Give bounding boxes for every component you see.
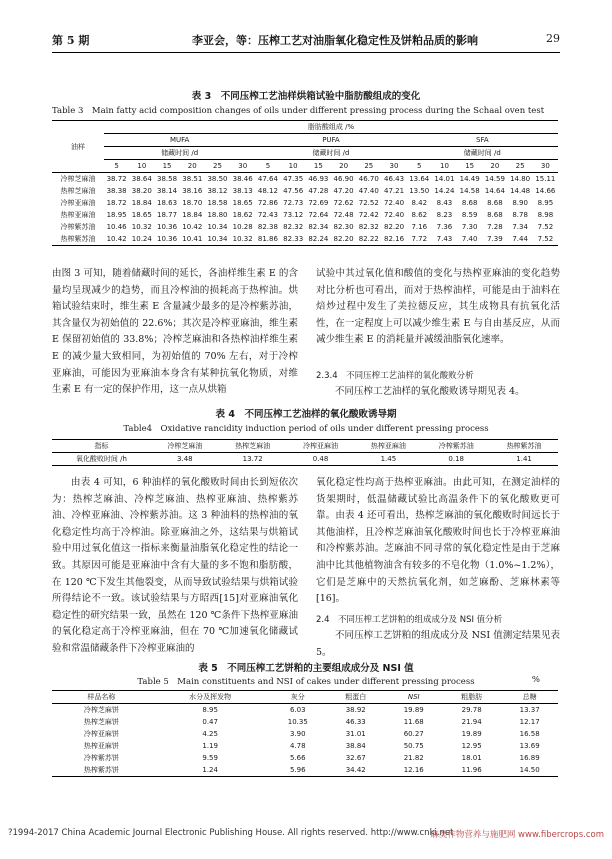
table3-caption-cn: 表 3 不同压榨工艺油样烘箱试验中脂肪酸组成的变化 xyxy=(191,91,421,102)
table3-cell: 18.95 xyxy=(106,211,127,219)
table3-cell: 18.80 xyxy=(207,211,228,219)
table5-header-cell: 水分及挥发物 xyxy=(151,691,270,704)
table5-header-cell: NSI xyxy=(385,691,442,704)
table5-cell: 31.01 xyxy=(345,730,366,738)
running-title: 李亚会，等：压榨工艺对油脂氧化稳定性及饼粕品质的影响 xyxy=(192,34,478,47)
table3-cell: 14.24 xyxy=(434,187,455,195)
table3-day-header: 10 xyxy=(432,160,457,173)
table4-cell: 0.18 xyxy=(422,453,490,466)
table5-cell: 10.35 xyxy=(287,718,308,726)
table-row xyxy=(52,752,558,764)
table3-cell: 8.90 xyxy=(512,199,528,207)
table3-cell: 38.12 xyxy=(207,187,228,195)
table3-cell: 7.40 xyxy=(457,233,482,246)
table3-cell: 7.39 xyxy=(482,233,507,246)
table3-cell: 72.48 xyxy=(333,211,354,219)
table5-cell: 11.96 xyxy=(442,764,501,777)
table3-cell: 82.32 xyxy=(283,223,304,231)
watermark-site: 麻类作物营养与施肥网 www.fibercrops.com xyxy=(430,830,604,840)
table3-cell: 10.24 xyxy=(129,233,154,246)
table3-row-label: 热榨芝麻油 xyxy=(60,187,96,195)
table5-cell: 12.17 xyxy=(519,718,540,726)
paragraph-oxidation-left: 由表 4 可知，6 种油样的氧化酸败时间由长到短依次为：热榨芝麻油、冷榨芝麻油、热榨亚麻油、热榨紫苏油、冷榨亚麻油、冷榨紫苏油。这 3 种油料的热榨油的氧化稳定性均高于冷榨油。除亚麻油之外，这结果与烘箱试验中用过氧化值这一指标来衡量油脂氧化稳定性的结论一致。其原因可能是亚麻油中含有大量的多不饱和脂肪酸，在 120 ℃下发生其他裂变，从而导致试验结果与烘箱试验所得结论不一致。该试验结果与方昭西[15]对亚麻油氧化稳定性的研究结果一致，虽然在 120 ℃条件下热榨亚麻油的氧化稳定高于冷榨亚麻油，但在 70 ℃加速氧化储藏试验和常温储藏条件下冷榨亚麻油的 xyxy=(52,477,298,654)
table3-cell: 82.16 xyxy=(381,233,406,246)
table3-time-label: 储藏时间 /d xyxy=(255,147,406,160)
table3-cell: 14.64 xyxy=(484,187,505,195)
table3-cell: 46.43 xyxy=(383,175,405,183)
table3-cell: 72.73 xyxy=(283,199,304,207)
table3-cell: 82.32 xyxy=(358,223,379,231)
table3-cell: 18.72 xyxy=(106,199,127,207)
table5-cell: 6.03 xyxy=(289,706,306,714)
table-row xyxy=(52,221,558,233)
table3-cell: 14.48 xyxy=(510,187,531,195)
table5-cell: 50.75 xyxy=(403,742,424,750)
table5-cell: 19.89 xyxy=(403,706,424,714)
table3-row-label: 冷榨芝麻油 xyxy=(60,175,96,183)
table3-cell: 72.43 xyxy=(257,211,278,219)
table5-cell: 4.78 xyxy=(289,742,306,750)
table3-row-label: 冷榨亚麻油 xyxy=(60,199,96,207)
table5-cell: 5.66 xyxy=(289,754,306,762)
table3-cell: 47.20 xyxy=(333,187,354,195)
copyright-notice: ?1994-2017 China Academic Journal Electronic Publishing House. All rights reserved. http://www.cnki.net xyxy=(8,828,454,838)
table5-cell: 16.58 xyxy=(519,730,540,738)
page-number: 29 xyxy=(546,32,560,45)
table3-cell: 47.56 xyxy=(283,187,304,195)
table3-cell: 7.52 xyxy=(537,223,554,231)
table3-cell: 8.68 xyxy=(461,199,478,207)
table3-cell: 38.46 xyxy=(232,175,253,183)
table-row xyxy=(52,740,558,752)
table3-cell: 72.42 xyxy=(358,211,379,219)
table5-caption-en xyxy=(52,675,560,687)
table5-cell: 1.19 xyxy=(202,742,218,750)
table5-cell: 16.89 xyxy=(519,754,540,762)
table3-cell: 81.86 xyxy=(255,233,280,246)
table3-cell: 38.58 xyxy=(157,175,178,183)
table3-cell: 10.36 xyxy=(157,223,178,231)
table4-caption-cn: 表 4 不同压榨工艺油样的氧化酸败诱导期 xyxy=(215,409,397,420)
table4-cell: 1.45 xyxy=(354,453,422,466)
table3-cell: 7.43 xyxy=(432,233,457,246)
table3-cell: 14.49 xyxy=(459,175,480,183)
table5-cell: 13.69 xyxy=(519,742,540,750)
table3-cell: 47.21 xyxy=(383,187,405,195)
table5-cell: 46.33 xyxy=(345,718,366,726)
table3-cell: 72.52 xyxy=(358,199,379,207)
table3-cell: 7.72 xyxy=(407,233,432,246)
table3-cell: 18.84 xyxy=(182,211,203,219)
table5-cell: 8.95 xyxy=(202,706,218,714)
table3-day-header: 10 xyxy=(129,160,154,173)
table3-cell: 38.50 xyxy=(207,175,228,183)
table3-cell: 10.34 xyxy=(207,223,228,231)
table4-cell: 1.41 xyxy=(490,453,558,466)
section-2-3-4-heading: 2.3.4 不同压榨工艺油样的氧化酸败分析 xyxy=(316,371,474,381)
table5-cell: 60.27 xyxy=(403,730,424,738)
table3-day-header: 5 xyxy=(104,160,129,173)
table3-time-label: 储藏时间 /d xyxy=(104,147,255,160)
table5-cell: 3.90 xyxy=(289,730,306,738)
table5-cell: 5.96 xyxy=(269,764,326,777)
table3-cell: 18.70 xyxy=(182,199,203,207)
table3-cell: 8.98 xyxy=(537,211,554,219)
table3-day-header: 20 xyxy=(180,160,205,173)
table3-group-mufa: MUFA xyxy=(104,134,255,147)
table4-header-cell: 冷榨紫苏油 xyxy=(422,440,490,453)
table3-cell: 72.62 xyxy=(333,199,354,207)
table3-cell: 8.68 xyxy=(487,199,503,207)
table5-cell: 11.68 xyxy=(403,718,424,726)
table5-cell: 13.37 xyxy=(519,706,540,714)
section-2-4-heading: 2.4 不同压榨工艺饼粕的组成成分及 NSI 值分析 xyxy=(316,615,503,625)
paragraph-oxidation-right: 氧化稳定性均高于热榨亚麻油。由此可知，在测定油样的货架期时，低温储藏试验比高温条件下的氧化酸败更可靠。由表 4 还可看出，热榨芝麻油的氧化酸败时间远长于其他油样，且冷榨芝麻油氧化酸败时间也长于冷榨亚麻油和冷榨紫苏油。芝麻油不同寻常的氧化稳定性是由于芝麻油中比其他植物油含有较多的不皂化物（1.0%~1.2%），它们是芝麻中的天然抗氧化剂，如芝麻酚、芝麻林素等[16]。 xyxy=(316,477,560,605)
table5-cell: 14.50 xyxy=(501,764,558,777)
table5-cell: 38.84 xyxy=(345,742,366,750)
table3-day-header: 15 xyxy=(154,160,179,173)
table3-row-header: 油样 xyxy=(52,121,104,173)
table3-cell: 13.50 xyxy=(409,187,430,195)
table-row xyxy=(52,173,558,186)
table3-cell: 82.20 xyxy=(331,233,356,246)
table3-cell: 72.69 xyxy=(308,199,329,207)
table3-cell: 38.20 xyxy=(131,187,152,195)
table4-header-cell: 冷榨芝麻油 xyxy=(151,440,219,453)
table3-cell: 72.40 xyxy=(383,199,405,207)
table3-cell: 47.40 xyxy=(358,187,379,195)
table3-cell: 7.36 xyxy=(436,223,453,231)
paragraph-2-3-4: 不同压榨工艺油样的氧化酸败诱导期见表 4。 xyxy=(335,386,525,397)
table3-cell: 82.22 xyxy=(356,233,381,246)
table3-cell: 10.41 xyxy=(180,233,205,246)
table3-cell: 18.62 xyxy=(232,211,253,219)
table3-cell: 7.52 xyxy=(533,233,558,246)
table3-cell: 15.11 xyxy=(535,175,556,183)
table3-day-header: 10 xyxy=(281,160,306,173)
paragraph-2-4: 不同压榨工艺饼粕的组成成分及 NSI 值测定结果见表 5。 xyxy=(316,630,560,658)
table3-row-label: 热榨紫苏油 xyxy=(52,233,104,246)
paragraph-vitamin-e-left: 由图 3 可知，随着储藏时间的延长，各油样维生素 E 的含量均呈现减少的趋势，而且冷榨油的损耗高于热榨油。烘箱试验结束时，维生素 E 含量减少最多的是冷榨紫苏油，其含量仅为初始值的 22.6%；其次是冷榨亚麻油，维生素 E 保留初始值的 33.8%；冷榨芝麻油和各热榨油样维生素 E 的减少量大致相同，为初始值的 70% 左右，对于冷榨亚麻油，可能因为亚麻油本身含有某种抗氧化物质，对维生素 E 有一定的保护作用，这一点从烘箱 xyxy=(52,268,298,396)
table5-header-cell: 粗蛋白 xyxy=(326,691,385,704)
table5-cell: 4.25 xyxy=(202,730,218,738)
table5-cell: 21.82 xyxy=(403,754,424,762)
table3-cell: 10.36 xyxy=(154,233,179,246)
table3-cell: 8.68 xyxy=(487,211,503,219)
table3-day-header: 15 xyxy=(457,160,482,173)
table3-cell: 46.70 xyxy=(358,175,379,183)
table3-cell: 38.38 xyxy=(106,187,127,195)
table5-cell: 热榨紫苏饼 xyxy=(52,764,151,777)
table3-cell: 8.59 xyxy=(461,211,478,219)
table3-cell: 7.28 xyxy=(487,223,503,231)
table5-cell: 18.01 xyxy=(461,754,482,762)
table3-cell: 72.64 xyxy=(308,211,329,219)
table3-cell: 18.84 xyxy=(131,199,152,207)
table3-cell: 14.01 xyxy=(434,175,455,183)
table3-cell: 82.34 xyxy=(308,223,329,231)
table3-cell: 18.77 xyxy=(157,211,178,219)
table-row xyxy=(52,197,558,209)
table3-cell: 82.24 xyxy=(306,233,331,246)
table3-group-sfa: SFA xyxy=(407,134,558,147)
table3-cell: 82.20 xyxy=(383,223,405,231)
table3-cell: 14.80 xyxy=(510,175,531,183)
table5-cell: 12.16 xyxy=(385,764,442,777)
table5-caption-en-text: Table 5 Main constituents and NSI of cakes under different pressing process xyxy=(137,677,475,687)
table3-cell: 18.65 xyxy=(131,211,152,219)
table3-cell: 10.32 xyxy=(230,233,255,246)
table4-header-cell: 指标 xyxy=(52,440,151,453)
table3-cell: 82.33 xyxy=(281,233,306,246)
running-header xyxy=(52,30,560,53)
table5-cell: 34.42 xyxy=(326,764,385,777)
table3-cell: 38.64 xyxy=(131,175,152,183)
table5-cell: 1.24 xyxy=(151,764,270,777)
table3-day-header: 30 xyxy=(381,160,406,173)
table-row xyxy=(52,728,558,740)
table3-cell: 48.12 xyxy=(257,187,278,195)
table3-cell: 7.34 xyxy=(512,223,528,231)
table3-cell: 8.43 xyxy=(436,199,453,207)
table3-day-header: 15 xyxy=(306,160,331,173)
table5-header-cell: 粗脂肪 xyxy=(442,691,501,704)
table5-cell: 冷榨芝麻饼 xyxy=(83,706,119,714)
table3-cell: 10.42 xyxy=(104,233,129,246)
table3-day-header: 20 xyxy=(331,160,356,173)
table-row xyxy=(52,704,558,717)
table5-cell: 热榨芝麻饼 xyxy=(83,718,119,726)
paragraph-vitamin-e-right: 试验中其过氧化值和酸值的变化与热榨亚麻油的变化趋势对比分析也可看出，而对于热榨油样，可能是由于油料在焙炒过程中发生了美拉德反应，其生成物具有抗氧化活性，在一定程度上可以减少维生素 E 与自由基反应，从而减少维生素 E 的消耗量并减缓油脂氧化速率。 xyxy=(316,268,560,346)
table3-cell: 82.30 xyxy=(333,223,354,231)
table5-cell: 38.92 xyxy=(345,706,366,714)
table3-cell: 10.46 xyxy=(106,223,127,231)
table5 xyxy=(52,690,558,777)
table3-cell: 18.65 xyxy=(232,199,253,207)
table4 xyxy=(52,439,558,466)
table3-cell: 8.62 xyxy=(411,211,428,219)
table5-caption-cn: 表 5 不同压榨工艺饼粕的主要组成成分及 NSI 值 xyxy=(198,663,414,674)
table3-group-header: 脂肪酸组成 /% xyxy=(104,121,558,134)
table3-cell: 73.12 xyxy=(283,211,304,219)
table3-cell: 8.23 xyxy=(436,211,453,219)
table3-cell: 38.14 xyxy=(157,187,178,195)
table4-cell: 13.72 xyxy=(219,453,287,466)
table3-cell: 38.13 xyxy=(232,187,253,195)
table5-header-cell: 总糖 xyxy=(501,691,558,704)
table3-cell: 10.32 xyxy=(131,223,152,231)
table3-cell: 14.66 xyxy=(535,187,556,195)
table5-cell: 热榨亚麻饼 xyxy=(83,742,119,750)
table-row xyxy=(52,233,558,246)
table4-cell: 0.48 xyxy=(287,453,355,466)
table-row xyxy=(52,185,558,197)
table4-header-cell: 热榨芝麻油 xyxy=(219,440,287,453)
table3-day-header: 30 xyxy=(533,160,558,173)
table3-day-header: 25 xyxy=(508,160,533,173)
table3-cell: 72.86 xyxy=(257,199,278,207)
table3-cell: 8.95 xyxy=(537,199,554,207)
table3-cell: 7.44 xyxy=(508,233,533,246)
table5-cell: 0.47 xyxy=(202,718,218,726)
table3-cell: 47.28 xyxy=(308,187,329,195)
table3-caption-en: Table 3 Main fatty acid composition changes of oils under different pressing process during the Schaal oven test xyxy=(52,106,545,116)
table3-day-header: 20 xyxy=(482,160,507,173)
table3-cell: 38.72 xyxy=(106,175,127,183)
table3-cell: 14.59 xyxy=(484,175,505,183)
table4-caption-en: Table4 Oxidative rancidity induction period of oils under different pressing process xyxy=(123,424,489,434)
table5-cell: 9.59 xyxy=(202,754,218,762)
table-row xyxy=(52,209,558,221)
table3-cell: 47.64 xyxy=(257,175,278,183)
table5-cell: 19.89 xyxy=(461,730,482,738)
table4-header-cell: 热榨紫苏油 xyxy=(490,440,558,453)
table5-cell: 32.67 xyxy=(345,754,366,762)
table4-header-cell: 热榨亚麻油 xyxy=(354,440,422,453)
table3-cell: 10.34 xyxy=(205,233,230,246)
table4-cell: 氧化酸败时间 /h xyxy=(52,453,151,466)
table3-cell: 18.58 xyxy=(207,199,228,207)
table5-cell: 冷榨亚麻饼 xyxy=(83,730,119,738)
table5-header-cell: 样品名称 xyxy=(52,691,151,704)
issue-number: 第 5 期 xyxy=(52,34,90,47)
table3-group-pufa: PUFA xyxy=(255,134,406,147)
table3-cell: 82.38 xyxy=(257,223,278,231)
table3-day-header: 25 xyxy=(205,160,230,173)
table3-cell: 14.58 xyxy=(459,187,480,195)
table5-unit: % xyxy=(531,675,540,685)
table5-header-cell: 灰分 xyxy=(269,691,326,704)
table3-cell: 47.35 xyxy=(283,175,304,183)
table-row xyxy=(52,764,558,777)
table3-cell: 72.40 xyxy=(383,211,405,219)
table5-cell: 12.95 xyxy=(461,742,482,750)
table-row xyxy=(52,716,558,728)
table3-row-label: 热榨亚麻油 xyxy=(60,211,96,219)
table4-cell: 3.48 xyxy=(151,453,219,466)
table5-cell: 冷榨紫苏饼 xyxy=(83,754,119,762)
table3-cell: 46.93 xyxy=(308,175,329,183)
table3-cell: 10.28 xyxy=(232,223,253,231)
table3-day-header: 30 xyxy=(230,160,255,173)
table5-cell: 21.94 xyxy=(461,718,482,726)
table3-time-label: 储藏时间 /d xyxy=(407,147,558,160)
table3 xyxy=(52,120,558,246)
table3-cell: 8.78 xyxy=(512,211,528,219)
table3-day-header: 25 xyxy=(356,160,381,173)
table3-cell: 18.63 xyxy=(157,199,178,207)
table3-cell: 46.90 xyxy=(333,175,354,183)
table3-cell: 13.64 xyxy=(409,175,430,183)
table5-cell: 29.78 xyxy=(461,706,482,714)
table3-cell: 38.51 xyxy=(182,175,203,183)
table4-header-cell: 冷榨亚麻油 xyxy=(287,440,355,453)
table3-cell: 8.42 xyxy=(411,199,428,207)
table3-row-label: 冷榨紫苏油 xyxy=(60,223,96,231)
table3-cell: 7.16 xyxy=(411,223,428,231)
table3-cell: 7.30 xyxy=(461,223,478,231)
table3-day-header: 5 xyxy=(407,160,432,173)
table3-cell: 38.16 xyxy=(182,187,203,195)
table3-day-header: 5 xyxy=(255,160,280,173)
table3-cell: 10.42 xyxy=(182,223,203,231)
